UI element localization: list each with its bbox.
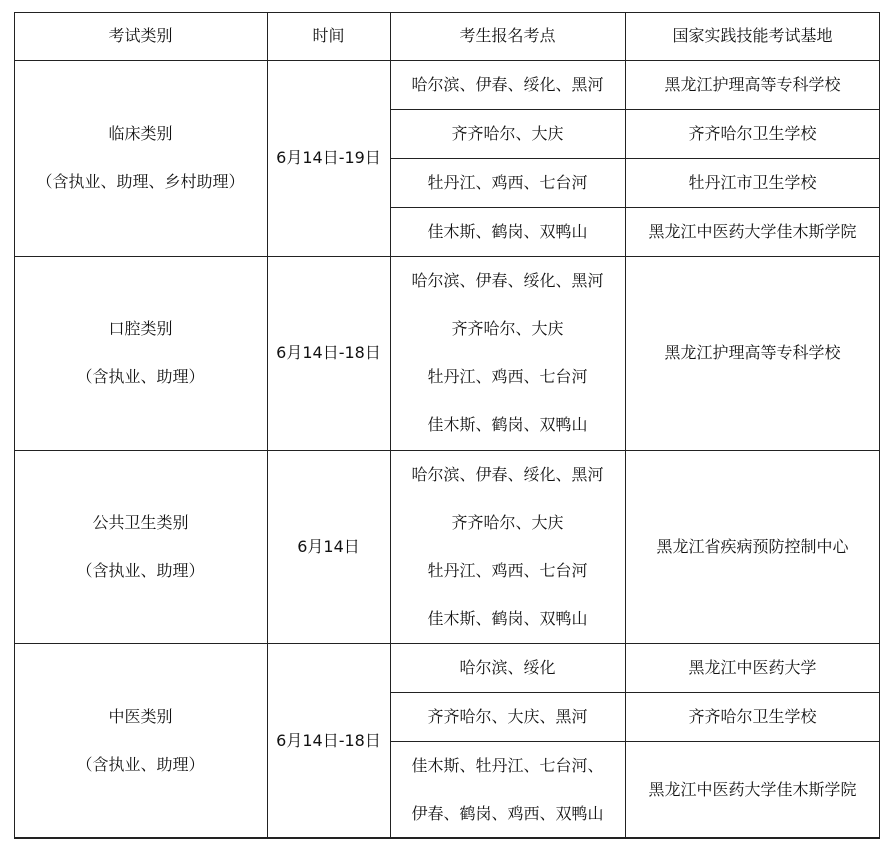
exam-time: 6月14日-18日 (276, 343, 381, 362)
site-line: 齐齐哈尔、大庆 (451, 512, 564, 532)
site-cell (390, 643, 625, 692)
site-line: 齐齐哈尔、大庆 (451, 319, 564, 338)
table-rule (390, 109, 880, 110)
site-line: 伊春、鹤岗、鸡西、双鸭山 (411, 803, 604, 823)
site-line: 牡丹江、鸡西、七台河 (427, 560, 588, 580)
base-cell (625, 109, 880, 158)
site-line: 牡丹江、鸡西、七台河 (427, 367, 588, 386)
header-base (625, 12, 880, 60)
base-name: 齐齐哈尔卫生学校 (688, 123, 817, 143)
time-cell (267, 450, 390, 643)
table-rule (390, 207, 880, 208)
base-cell (625, 643, 880, 692)
exam-time: 6月14日 (297, 536, 360, 556)
base-name: 黑龙江中医药大学 (688, 657, 817, 677)
site-line: 佳木斯、鹤岗、双鸭山 (427, 415, 588, 434)
table-rule (14, 838, 880, 839)
site-cell (390, 256, 625, 450)
category-name: 中医类别 (108, 706, 173, 726)
header-base-label: 国家实践技能考试基地 (672, 26, 833, 45)
table-rule (390, 692, 880, 693)
site-cell (390, 158, 625, 207)
category-name: 公共卫生类别 (92, 512, 189, 532)
header-time (267, 12, 390, 60)
base-cell (625, 207, 880, 256)
header-category-label: 考试类别 (108, 26, 173, 45)
category-sub: （含执业、助理） (76, 367, 205, 386)
category-name: 口腔类别 (108, 319, 173, 338)
exam-time: 6月14日-18日 (276, 730, 381, 750)
time-cell (267, 256, 390, 450)
base-name: 黑龙江中医药大学佳木斯学院 (648, 221, 857, 241)
category-sub: （含执业、助理） (76, 754, 205, 774)
base-name: 牡丹江市卫生学校 (688, 172, 817, 192)
site-line: 齐齐哈尔、大庆 (451, 123, 564, 143)
site-line: 哈尔滨、绥化 (459, 657, 556, 677)
category-cell (14, 256, 267, 450)
site-cell (390, 692, 625, 741)
category-cell (14, 643, 267, 838)
table-rule (390, 741, 880, 742)
site-cell (390, 207, 625, 256)
base-cell (625, 158, 880, 207)
site-cell (390, 60, 625, 109)
header-category (14, 12, 267, 60)
header-site-label: 考生报名考点 (459, 26, 556, 45)
base-name: 黑龙江中医药大学佳木斯学院 (648, 779, 857, 799)
site-cell (390, 741, 625, 838)
base-cell (625, 60, 880, 109)
base-name: 黑龙江护理高等专科学校 (664, 74, 841, 94)
site-line: 哈尔滨、伊春、绥化、黑河 (411, 271, 604, 290)
site-cell (390, 109, 625, 158)
category-cell (14, 60, 267, 256)
site-cell (390, 450, 625, 643)
site-line: 佳木斯、鹤岗、双鸭山 (427, 221, 588, 241)
site-line: 佳木斯、鹤岗、双鸭山 (427, 608, 588, 628)
category-sub: （含执业、助理、乡村助理） (36, 172, 245, 191)
header-time-label: 时间 (312, 26, 345, 45)
base-name: 黑龙江护理高等专科学校 (664, 343, 841, 362)
category-cell (14, 450, 267, 643)
base-name: 黑龙江省疾病预防控制中心 (656, 536, 849, 556)
exam-time: 6月14日-19日 (276, 148, 381, 167)
site-line: 佳木斯、牡丹江、七台河、 (411, 755, 604, 775)
base-cell (625, 450, 880, 643)
site-line: 牡丹江、鸡西、七台河 (427, 172, 588, 192)
base-cell (625, 692, 880, 741)
site-line: 齐齐哈尔、大庆、黑河 (427, 706, 588, 726)
site-line: 哈尔滨、伊春、绥化、黑河 (411, 464, 604, 484)
header-site (390, 12, 625, 60)
table-rule (390, 158, 880, 159)
base-cell (625, 741, 880, 838)
exam-table (14, 12, 880, 838)
time-cell (267, 60, 390, 256)
time-cell (267, 643, 390, 838)
site-line: 哈尔滨、伊春、绥化、黑河 (411, 74, 604, 94)
category-sub: （含执业、助理） (76, 560, 205, 580)
base-cell (625, 256, 880, 450)
category-name: 临床类别 (108, 124, 173, 143)
base-name: 齐齐哈尔卫生学校 (688, 706, 817, 726)
table-rule (14, 12, 880, 13)
